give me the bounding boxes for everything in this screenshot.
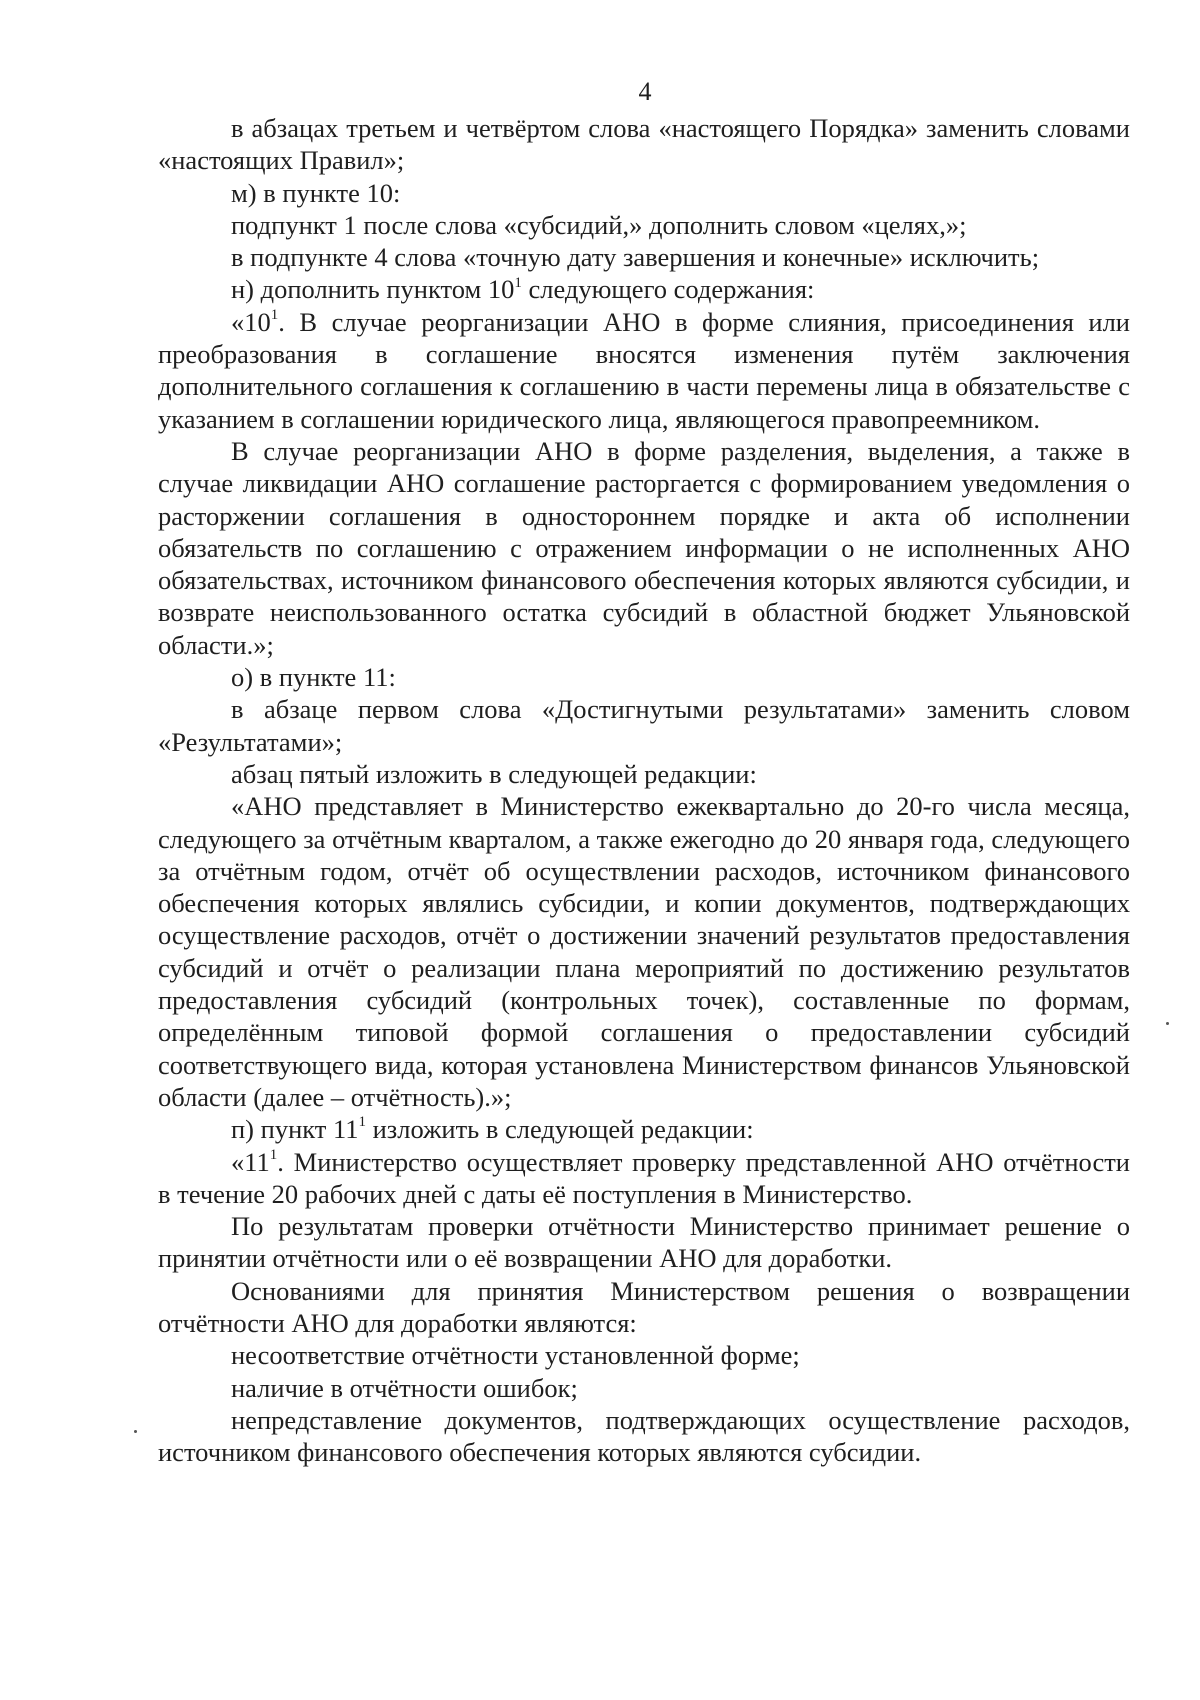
superscript: 1 xyxy=(358,1114,366,1131)
paragraph: «АНО представляет в Министерство ежеквартально до 20-го числа месяца, следующего за отчётным кварталом, а также ежегодно до 20 января года, следующего за отчётным годом, отчёт об осуществлении расходов, источником финансового обеспечения которых являлись субсидии, и копии документов, подтверждающих осуществление расходов, отчёт о достижении значений результатов предоставления субсидий и отчёт о реализации плана мероприятий по достижению результатов предоставления субсидий (контрольных точек), составленные по формам, определённым типовой формой соглашения о предоставлении субсидий соответствующего вида, которая установлена Министерством финансов Ульяновской области (далее – отчётность).»; xyxy=(158,791,1130,1112)
text-span: н) дополнить пунктом 10 xyxy=(231,274,515,305)
paragraph: в абзацах третьем и четвёртом слова «настоящего Порядка» заменить словами «настоящих Правил»; xyxy=(158,113,1130,176)
superscript: 1 xyxy=(514,274,522,291)
superscript: 1 xyxy=(270,306,279,323)
paragraph: в подпункте 4 слова «точную дату завершения и конечные» исключить; xyxy=(231,242,1040,273)
paragraph: о) в пункте 11: xyxy=(231,662,396,693)
paragraph: несоответствие отчётности установленной форме; xyxy=(231,1340,800,1371)
paragraph xyxy=(158,1146,1130,1211)
paragraph: Основаниями для принятия Министерством решения о возвращении отчётности АНО для доработки являются: xyxy=(158,1275,1130,1338)
text-span: следующего содержания: xyxy=(521,274,815,305)
text-span: п) пункт 11 xyxy=(231,1114,359,1145)
paragraph: наличие в отчётности ошибок; xyxy=(231,1372,578,1403)
paragraph xyxy=(158,273,1130,305)
text-span: . В случае реорганизации АНО в форме слияния, присоединения или преобразования в соглашение вносятся изменения путём заключения дополнительного соглашения к соглашению в части перемены лица в обязательстве с указанием в соглашении юридического лица, являющегося правопреемником. xyxy=(158,306,1130,434)
superscript: 1 xyxy=(269,1146,278,1163)
document-body xyxy=(158,112,1130,1468)
paragraph: в абзаце первом слова «Достигнутыми результатами» заменить словом «Результатами»; xyxy=(158,694,1130,757)
paragraph: подпункт 1 после слова «субсидий,» дополнить словом «целях,»; xyxy=(231,209,967,240)
scan-speck xyxy=(134,1430,137,1433)
text-span: «11 xyxy=(231,1146,270,1177)
paragraph: абзац пятый изложить в следующей редакции: xyxy=(231,758,757,789)
paragraph xyxy=(158,1113,1130,1145)
paragraph: В случае реорганизации АНО в форме разделения, выделения, а также в случае ликвидации АНО соглашение расторгается с формированием уведомления о расторжении соглашения в одностороннем порядке и акта об исполнении обязательств по соглашению с отражением информации о не исполненных АНО обязательствах, источником финансового обеспечения которых являются субсидии, и возврате неиспользованного остатка субсидий в областной бюджет Ульяновской области.»; xyxy=(158,435,1130,660)
paragraph: м) в пункте 10: xyxy=(231,177,401,208)
text-span: . Министерство осуществляет проверку представленной АНО отчётности в течение 20 рабочих дней с даты её поступления в Министерство. xyxy=(158,1146,1130,1209)
paragraph: По результатам проверки отчётности Министерство принимает решение о принятии отчётности или о её возвращении АНО для доработки. xyxy=(158,1211,1130,1274)
page-number: 4 xyxy=(638,77,652,106)
scan-speck xyxy=(1166,1022,1169,1025)
text-span: изложить в следующей редакции: xyxy=(366,1114,754,1145)
paragraph xyxy=(158,306,1130,435)
paragraph: непредставление документов, подтверждающих осуществление расходов, источником финансового обеспечения которых являются субсидии. xyxy=(158,1404,1130,1468)
text-span: «10 xyxy=(231,306,271,337)
